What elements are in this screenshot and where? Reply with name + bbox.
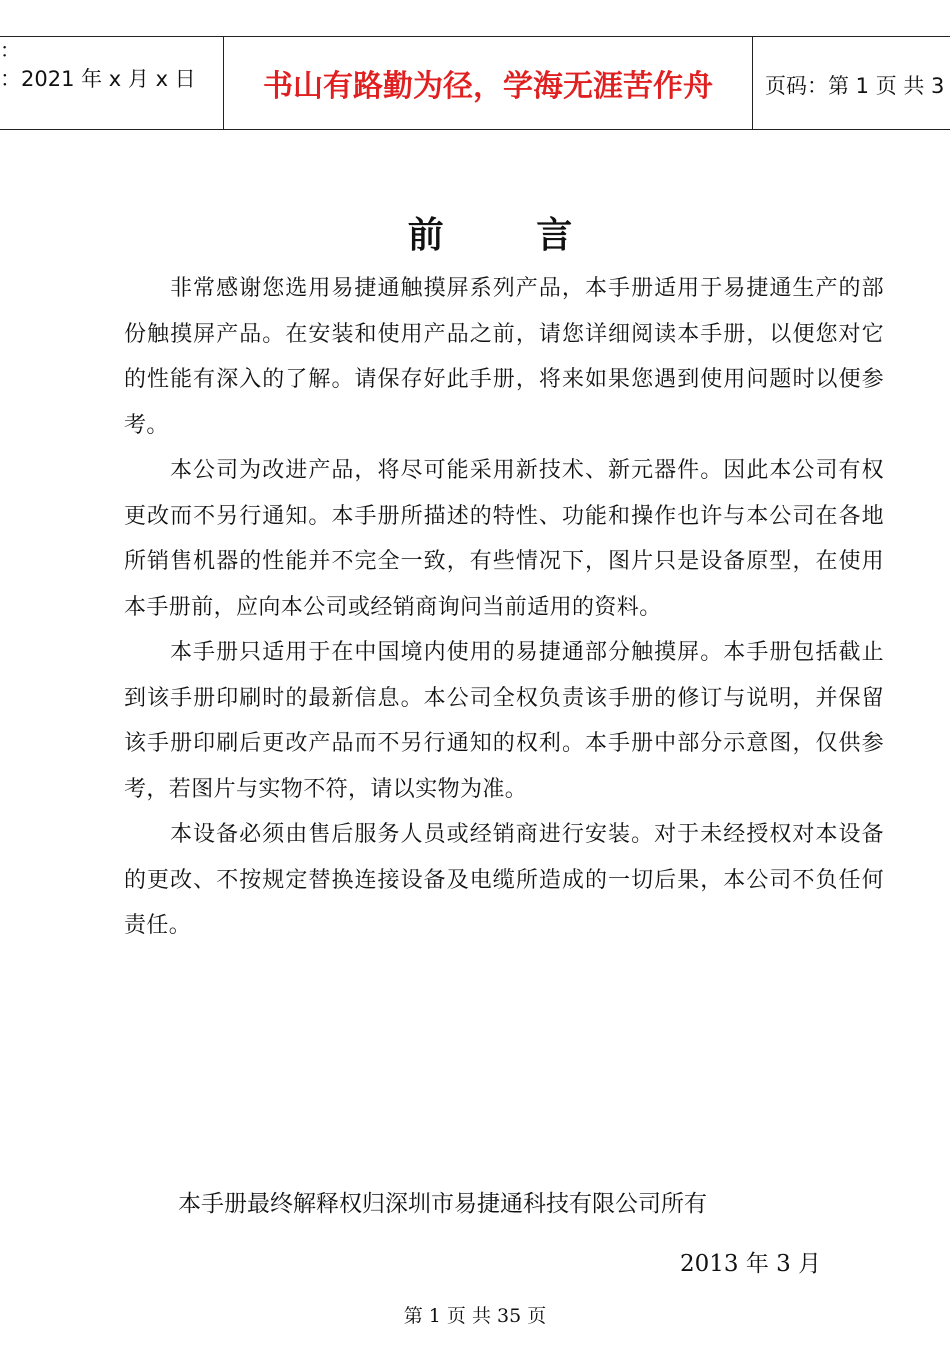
paragraph-4: 本设备必须由售后服务人员或经销商进行安装。对于未经授权对本设备的更改、不按规定替换连接设备及电缆所造成的一切后果，本公司不负任何责任。 — [124, 822, 884, 938]
header-date: ：2021 年 x 月 x 日 — [0, 67, 196, 91]
document-title: 前 言 — [407, 214, 613, 256]
copyright-statement: 本手册最终解释权归深圳市易捷通科技有限公司所有 — [178, 1191, 707, 1217]
header-label-colon: ： — [0, 38, 20, 62]
header-motto: 书山有路勤为径，学海无涯苦作舟 — [263, 69, 713, 104]
paragraph-2: 本公司为改进产品，将尽可能采用新技术、新元器件。因此本公司有权更改而不另行通知。本手册所描述的特性、功能和操作也许与本公司在各地所销售机器的性能并不完全一致，有些情况下，图片只是设备原型，在使用本手册前，应向本公司或经销商询问当前适用的资料。 — [124, 458, 884, 620]
document-body — [124, 266, 884, 949]
header-page-info: 页码：第 1 页 共 3 — [765, 74, 945, 98]
page-header — [0, 36, 950, 130]
paragraph-3: 本手册只适用于在中国境内使用的易捷通部分触摸屏。本手册包括截止到该手册印刷时的最新信息。本公司全权负责该手册的修订与说明，并保留该手册印刷后更改产品而不另行通知的权利。本手册中部分示意图，仅供参考，若图片与实物不符，请以实物为准。 — [124, 640, 884, 802]
page-number-footer: 第 1 页 共 35 页 — [403, 1305, 547, 1327]
header-motto-cell — [224, 37, 753, 129]
publication-date: 2013 年 3 月 — [680, 1251, 822, 1277]
header-page-cell — [753, 37, 950, 129]
header-date-cell — [0, 37, 224, 129]
paragraph-1: 非常感谢您选用易捷通触摸屏系列产品，本手册适用于易捷通生产的部份触摸屏产品。在安装和使用产品之前，请您详细阅读本手册，以便您对它的性能有深入的了解。请保存好此手册，将来如果您遇到使用问题时以便参考。 — [124, 276, 884, 438]
